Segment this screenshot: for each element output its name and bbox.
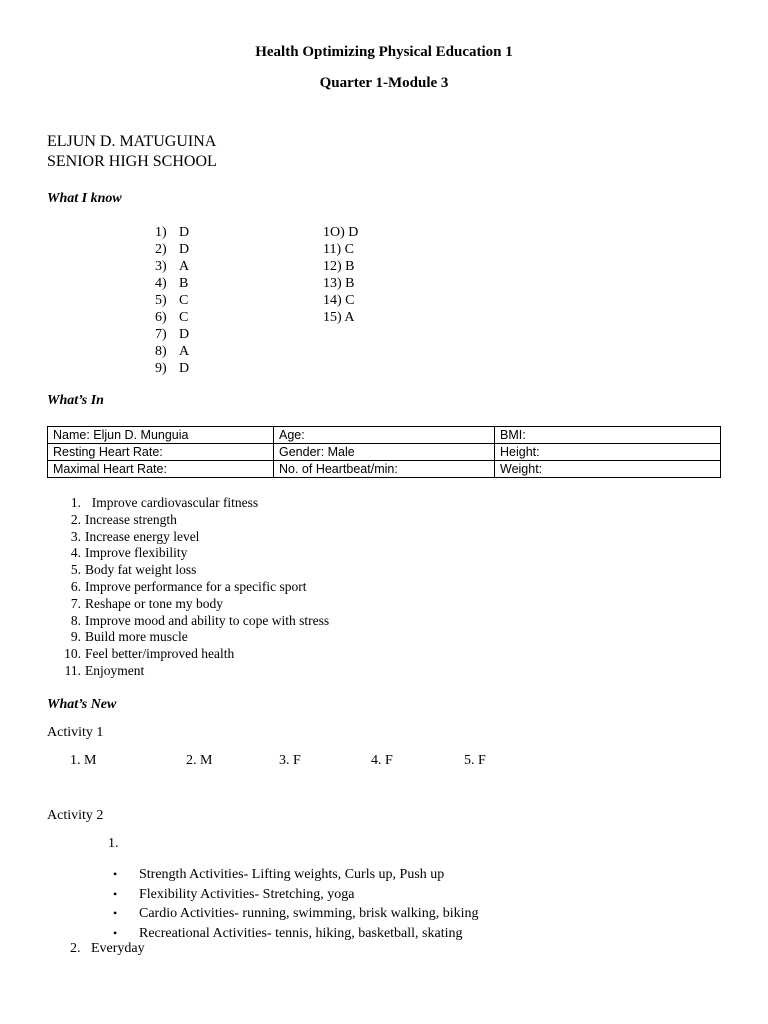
list-item: 6. Improve performance for a specific sport — [70, 578, 307, 594]
answer-item: 4) B — [155, 276, 189, 291]
bullet-icon: • — [113, 925, 118, 940]
answer-item: 3) A — [155, 259, 190, 274]
list-item: 8. Improve mood and ability to cope with stress — [70, 612, 330, 628]
list-item: 2. Increase strength — [70, 511, 177, 527]
list-item: 7. Reshape or tone my body — [70, 595, 223, 611]
student-name: ELJUN D. MATUGUINA — [47, 133, 217, 150]
table-cell: No. of Heartbeat/min: — [274, 461, 495, 478]
bullet-icon: • — [113, 906, 118, 920]
answer-item: 13) B — [323, 276, 355, 291]
answer-item: 5) C — [155, 293, 189, 308]
table-cell: Name: Eljun D. Munguia — [48, 427, 274, 444]
activity-1-answer: 2. M — [186, 753, 213, 768]
table-cell: Resting Heart Rate: — [48, 444, 274, 461]
section-heading-whats-new: What’s New — [47, 697, 117, 712]
list-item: 5. Body fat weight loss — [70, 562, 197, 578]
table-cell: BMI: — [495, 427, 721, 444]
bullet-item: • Flexibility Activities- Stretching, yoga — [113, 885, 478, 905]
answer-item: 11) C — [323, 242, 354, 257]
table-cell: Weight: — [495, 461, 721, 478]
answer-item: 6) C — [155, 310, 189, 325]
table-cell: Age: — [274, 427, 495, 444]
answer-item: 12) B — [323, 259, 355, 274]
bullet-icon: • — [113, 886, 118, 901]
document-title: Health Optimizing Physical Education 1 — [255, 44, 513, 60]
activity-1-answer: 1. M — [70, 753, 97, 768]
activity-types-list — [113, 865, 478, 943]
school-name: SENIOR HIGH SCHOOL — [47, 153, 217, 170]
list-item: 11. Enjoyment — [64, 662, 145, 678]
section-heading-what-i-know: What I know — [47, 191, 122, 206]
table-row — [48, 461, 721, 478]
table-cell: Gender: Male — [274, 444, 495, 461]
answer-item: 7) D — [155, 327, 190, 342]
answer-item: 1) D — [155, 225, 190, 240]
activity-1-answer: 4. F — [371, 753, 393, 768]
bullet-item: • Recreational Activities- tennis, hiking, basketball, skating — [113, 924, 478, 944]
answer-item: 14) C — [323, 293, 355, 308]
answer-item: 15) A — [323, 310, 355, 325]
bullet-icon: • — [113, 867, 118, 881]
activity-1-answer: 3. F — [279, 753, 301, 768]
activity-1-label: Activity 1 — [47, 725, 104, 740]
answer-item: 2) D — [155, 242, 190, 257]
answer-item: 8) A — [155, 344, 190, 359]
bullet-item: • Strength Activities- Lifting weights, Curls up, Push up — [113, 865, 478, 885]
activity-1-answer: 5. F — [464, 753, 486, 768]
list-item: 3. Increase energy level — [70, 528, 200, 544]
bullet-item: • Cardio Activities- running, swimming, brisk walking, biking — [113, 904, 478, 924]
list-item: 10. Feel better/improved health — [64, 646, 235, 662]
answer-column-2 — [323, 224, 358, 326]
list-item: 4. Improve flexibility — [70, 545, 188, 561]
table-row — [48, 444, 721, 461]
table-cell: Height: — [495, 444, 721, 461]
activity-2-item-number: 1. — [108, 836, 119, 851]
personal-info-table — [47, 426, 721, 478]
list-item: 1. Improve cardiovascular fitness — [70, 495, 259, 510]
answer-column-1 — [155, 224, 189, 377]
section-heading-whats-in: What’s In — [47, 393, 104, 408]
fitness-goals-list — [60, 495, 329, 680]
table-cell: Maximal Heart Rate: — [48, 461, 274, 478]
module-title: Quarter 1-Module 3 — [319, 75, 449, 91]
activity-2-label: Activity 2 — [47, 808, 104, 823]
answer-item: 1O) D — [323, 225, 359, 240]
answer-item: 9) D — [155, 361, 190, 376]
list-item: 9. Build more muscle — [70, 629, 188, 645]
table-row — [48, 427, 721, 444]
activity-2-item-2: 2. Everyday — [70, 941, 145, 956]
